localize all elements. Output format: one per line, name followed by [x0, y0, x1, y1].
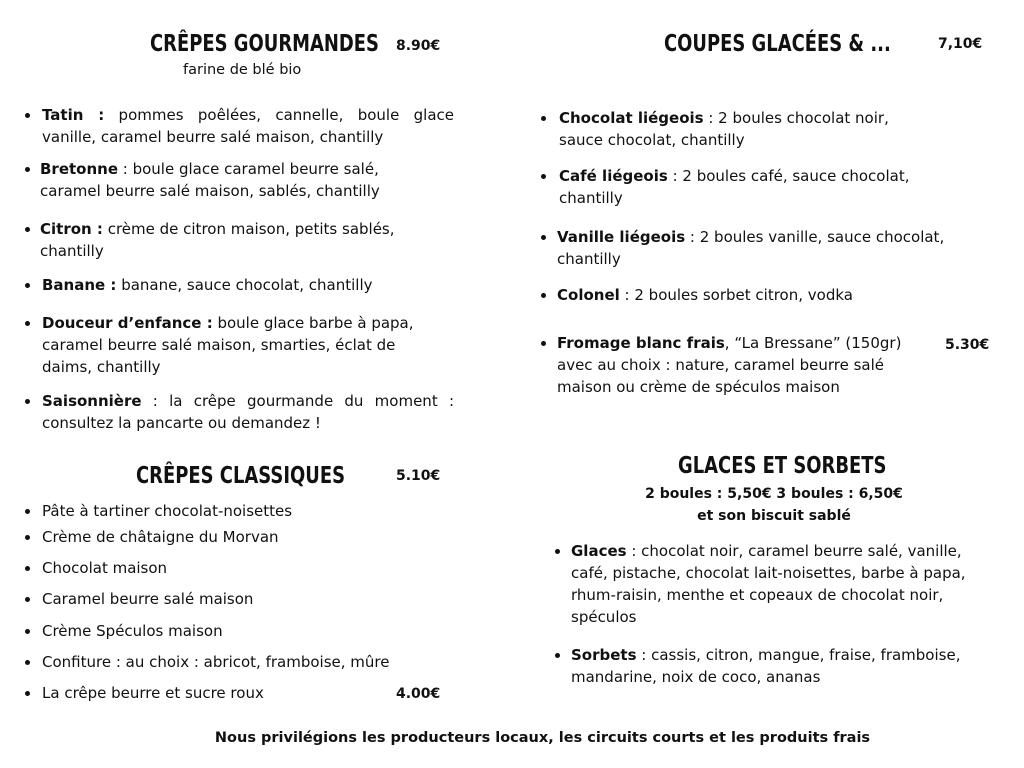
- gourmandes-item-tatin: Tatin : pommes poêlées, cannelle, boule glace vanille, caramel beurre salé maison, chantilly: [42, 104, 454, 148]
- glaces-biscuit-line: et son biscuit sablé: [697, 508, 851, 524]
- glaces-title: GLACES ET SORBETS: [678, 453, 887, 479]
- bullet: [25, 535, 30, 540]
- bullet: [541, 116, 546, 121]
- gourmandes-item-banane: Banane : banane, sauce chocolat, chantilly: [42, 274, 442, 296]
- classiques-item: Caramel beurre salé maison: [42, 588, 253, 610]
- bullet: [541, 174, 546, 179]
- coupes-item-colonel: Colonel : 2 boules sorbet citron, vodka: [557, 284, 967, 306]
- classiques-last-price: 4.00€: [396, 686, 441, 702]
- coupes-price: 7,10€: [938, 36, 983, 52]
- classiques-item: La crêpe beurre et sucre roux: [42, 682, 264, 704]
- bullet: [25, 113, 30, 118]
- classiques-item: Confiture : au choix : abricot, framboise, mûre: [42, 651, 389, 673]
- glaces-item-glaces: Glaces : chocolat noir, caramel beurre salé, vanille, café, pistache, chocolat lait-noisettes, barbe à papa, rhum-raisin, menthe et copeaux de chocolat noir, spéculos: [571, 540, 971, 628]
- bullet: [25, 509, 30, 514]
- gourmandes-item-citron: Citron : crème de citron maison, petits sablés, chantilly: [40, 218, 440, 262]
- fromage-price: 5.30€: [945, 337, 990, 353]
- bullet: [25, 629, 30, 634]
- bullet: [555, 549, 560, 554]
- gourmandes-item-saisonniere: Saisonnière : la crêpe gourmande du moment : consultez la pancarte ou demandez !: [42, 390, 454, 434]
- bullet: [25, 167, 30, 172]
- bullet: [25, 566, 30, 571]
- coupes-item-fromage: Fromage blanc frais, “La Bressane” (150gr) avec au choix : nature, caramel beurre salé maison ou crème de spéculos maison: [557, 332, 927, 398]
- classiques-item: Pâte à tartiner chocolat-noisettes: [42, 500, 292, 522]
- bullet: [25, 660, 30, 665]
- gourmandes-price: 8.90€: [396, 38, 441, 54]
- bullet: [25, 597, 30, 602]
- classiques-title: CRÊPES CLASSIQUES: [136, 463, 345, 489]
- bullet: [25, 399, 30, 404]
- glaces-price-line: 2 boules : 5,50€ 3 boules : 6,50€: [645, 486, 903, 502]
- bullet: [555, 653, 560, 658]
- coupes-title: COUPES GLACÉES & ...: [664, 31, 891, 57]
- classiques-item: Chocolat maison: [42, 557, 167, 579]
- bullet: [25, 321, 30, 326]
- classiques-item: Crème de châtaigne du Morvan: [42, 526, 279, 548]
- gourmandes-item-douceur: Douceur d’enfance : boule glace barbe à papa, caramel beurre salé maison, smarties, éclat de daims, chantilly: [42, 312, 442, 378]
- coupes-item-vanille: Vanille liégeois : 2 boules vanille, sauce chocolat, chantilly: [557, 226, 967, 270]
- classiques-price: 5.10€: [396, 468, 441, 484]
- coupes-item-chocolat: Chocolat liégeois : 2 boules chocolat noir, sauce chocolat, chantilly: [559, 107, 919, 151]
- bullet: [25, 691, 30, 696]
- gourmandes-title: CRÊPES GOURMANDES: [150, 31, 379, 57]
- bullet: [541, 293, 546, 298]
- gourmandes-item-bretonne: Bretonne : boule glace caramel beurre salé, caramel beurre salé maison, sablés, chantilly: [40, 158, 440, 202]
- footer-note: Nous privilégions les producteurs locaux, les circuits courts et les produits frais: [214, 730, 871, 746]
- coupes-item-cafe: Café liégeois : 2 boules café, sauce chocolat, chantilly: [559, 165, 939, 209]
- bullet: [541, 341, 546, 346]
- classiques-item: Crème Spéculos maison: [42, 620, 223, 642]
- bullet: [25, 227, 30, 232]
- bullet: [541, 235, 546, 240]
- gourmandes-subtitle: farine de blé bio: [183, 62, 302, 78]
- glaces-item-sorbets: Sorbets : cassis, citron, mangue, fraise, framboise, mandarine, noix de coco, ananas: [571, 644, 971, 688]
- bullet: [25, 283, 30, 288]
